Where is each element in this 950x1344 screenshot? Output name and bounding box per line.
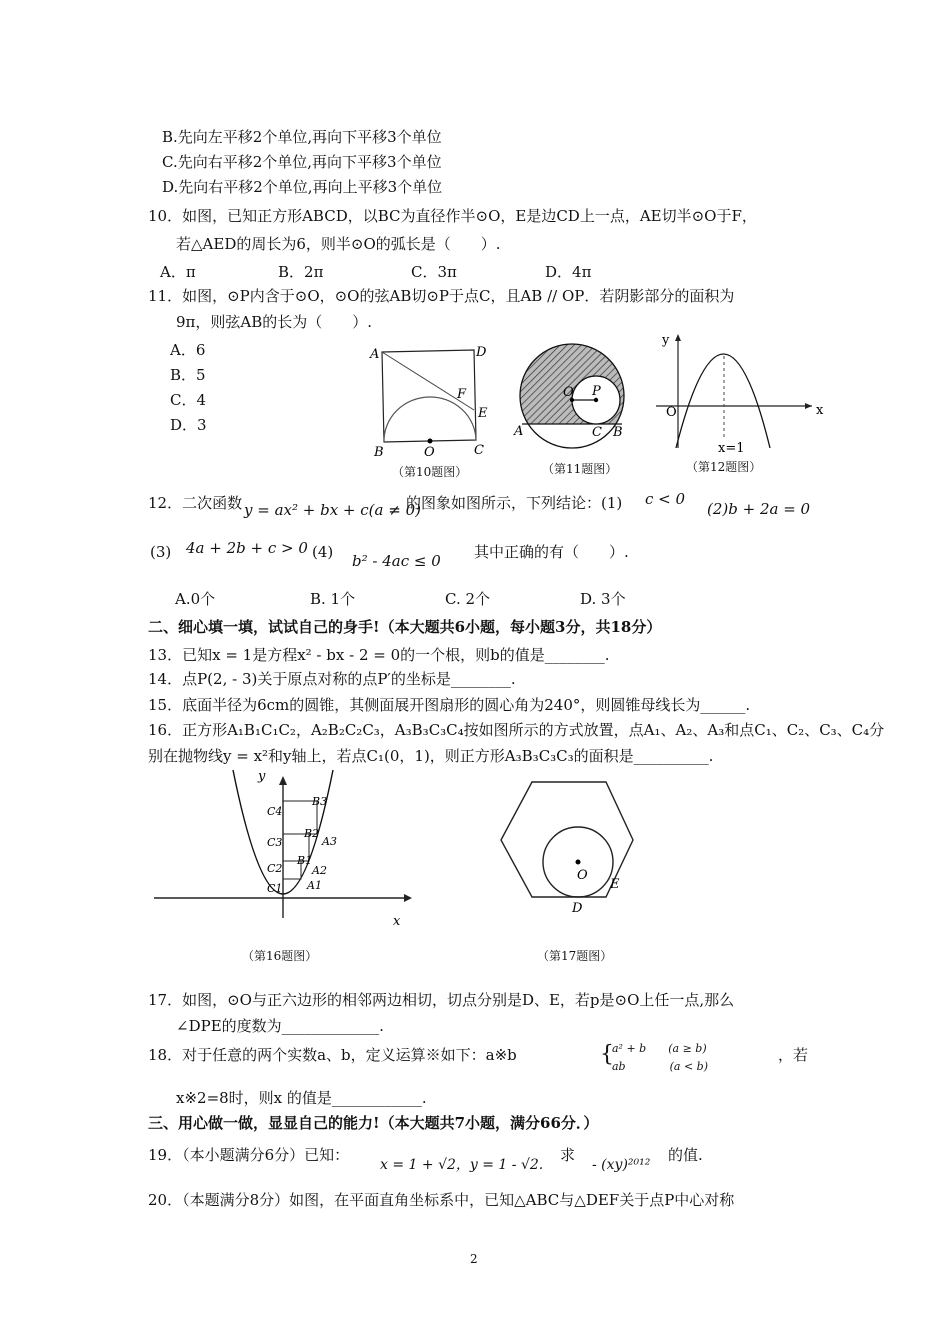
q19-c: 的值. [668,1146,703,1164]
q12-line1-a: 12．二次函数 [148,494,243,512]
q19-a: 19．（本小题满分6分）已知： [148,1146,350,1164]
figure-16 [150,768,420,938]
q13: 13．已知x = 1是方程x² - bx - 2 = 0的一个根，则b的值是________. [148,646,610,664]
fig10-label-c: C [474,443,484,458]
q11-option-d: D．3 [170,416,207,434]
fig10-label-o: O [424,445,435,460]
fig16-label-a3: A3 [322,835,337,848]
q10-option-a: A．π [160,263,196,281]
section-3-heading: 三、用心做一做，显显自己的能力!（本大题共7小题，满分66分．） [148,1114,599,1132]
q9-option-d: D.先向右平移2个单位,再向上平移3个单位 [162,178,443,196]
fig10-label-a: A [370,347,380,362]
q10-line2: 若△AED的周长为6，则半⊙O的弧长是（ ）. [176,235,501,253]
fig16-label-b1: B1 [297,854,313,867]
q19-expr: - (xy)²⁰¹² [592,1157,651,1173]
q18-line1: 18．对于任意的两个实数a、b，定义运算※如下：a※b [148,1046,517,1064]
q12-conclusion-4: b² - 4ac ≤ 0 [352,552,441,570]
fig10-label-b: B [374,445,384,460]
fig16-label-x: x [393,914,401,929]
q19-b: 求 [560,1146,576,1164]
fig16-label-c1: C1 [267,882,283,895]
section-2-heading: 二、细心填一填，试试自己的身手!（本大题共6小题，每小题3分，共18分） [148,618,662,636]
q11-option-c: C．4 [170,391,207,409]
q12-line2-c: 其中正确的有（ ）. [474,543,629,561]
q12-line2-a: (3) [150,543,172,561]
q16-line2: 别在抛物线y = x²和y轴上，若点C₁(0，1)，则正方形A₃B₃C₃C₃的面积是__________. [148,747,714,765]
q9-option-b: B.先向左平移2个单位,再向下平移3个单位 [162,128,442,146]
figure-10 [362,340,502,480]
fig12-label-x1: x=1 [718,441,745,456]
fig16-label-c4: C4 [267,805,283,818]
q16-line1: 16．正方形A₁B₁C₁C₂，A₂B₂C₂C₃，A₃B₃C₃C₄按如图所示的方式放置，点A₁、A₂、A₃和点C₁、C₂、C₃、C₄分 [148,721,885,739]
fig17-label-d: D [572,901,583,916]
q18-case-2: ab (a < b) [612,1060,708,1073]
q10-option-d: D．4π [545,263,592,281]
fig16-label-b3: B3 [312,795,328,808]
q12-conclusion-2: (2)b + 2a = 0 [707,500,811,518]
fig16-label-a2: A2 [312,864,327,877]
fig16-label-y: y [258,769,266,784]
q12-formula: y = ax² + bx + c(a ≠ 0) [244,501,421,519]
q14: 14．点P(2, - 3)关于原点对称的点P′的坐标是________. [148,670,516,688]
q12-option-d: D. 3个 [580,590,626,608]
page-number: 2 [470,1252,478,1266]
fig17-label-e: E [610,877,620,892]
q12-option-a: A.0个 [175,590,216,608]
fig16-caption: （第16题图） [242,949,318,963]
fig12-label-o: O [666,405,677,420]
q20: 20．（本题满分8分）如图，在平面直角坐标系中，已知△ABC与△DEF关于点P中心对称 [148,1191,735,1209]
fig11-caption: （第11题图） [542,462,618,476]
q10-line1: 10．如图，已知正方形ABCD，以BC为直径作半⊙O，E是边CD上一点，AE切半⊙O于F， [148,207,757,225]
q15: 15．底面半径为6cm的圆锥，其侧面展开图扇形的圆心角为240°，则圆锥母线长为______. [148,696,751,714]
fig16-label-b2: B2 [304,827,320,840]
q10-option-b: B．2π [278,263,324,281]
q18-case-1: a² + b (a ≥ b) [612,1042,707,1055]
fig10-label-f: F [457,387,467,402]
fig16-label-a1: A1 [307,879,322,892]
q12-conclusion-1: c < 0 [645,490,686,508]
q12-option-b: B. 1个 [310,590,356,608]
fig10-label-d: D [476,345,487,360]
figure-12 [652,330,827,460]
q11-line2: 9π，则弦AB的长为（ ）. [176,313,373,331]
fig16-label-c2: C2 [267,862,283,875]
fig10-caption: （第10题图） [392,465,468,479]
fig11-label-a: A [514,424,524,439]
fig11-label-c: C [592,425,602,440]
figure-17 [495,778,645,923]
q12-option-c: C. 2个 [445,590,491,608]
q18-tail: ，若 [778,1046,809,1064]
fig10-label-e: E [478,406,488,421]
figure-11 [512,336,637,461]
fig11-label-p: P [592,384,601,399]
q11-option-a: A．6 [170,341,206,359]
q17-line1: 17．如图，⊙O与正六边形的相邻两边相切，切点分别是D、E，若p是⊙O上任一点,那么 [148,991,735,1009]
q10-option-c: C．3π [411,263,457,281]
fig11-label-o: O [563,385,574,400]
fig17-caption: （第17题图） [537,949,613,963]
q18-line2: x※2=8时，则x 的值是____________. [176,1089,427,1107]
fig16-label-c3: C3 [267,836,283,849]
fig11-label-b: B [613,425,623,440]
q19-formula: x = 1 + √2，y = 1 - √2. [380,1157,544,1173]
fig12-label-y: y [662,333,670,348]
q11-option-b: B．5 [170,366,206,384]
q12-line2-b: (4) [312,543,334,561]
q12-line1-b: 的图象如图所示，下列结论：(1) [406,494,623,512]
q12-conclusion-3: 4a + 2b + c > 0 [186,539,308,557]
fig12-caption: （第12题图） [686,460,762,474]
fig12-label-x: x [816,403,824,418]
q11-line1: 11．如图，⊙P内含于⊙O，⊙O的弦AB切⊙P于点C，且AB // OP．若阴影部分的面积为 [148,287,735,305]
q9-option-c: C.先向右平移2个单位,再向下平移3个单位 [162,153,442,171]
fig17-label-o: O [577,868,588,883]
q18-brace: { [600,1042,614,1067]
q17-line2: ∠DPE的度数为_____________. [176,1017,384,1035]
